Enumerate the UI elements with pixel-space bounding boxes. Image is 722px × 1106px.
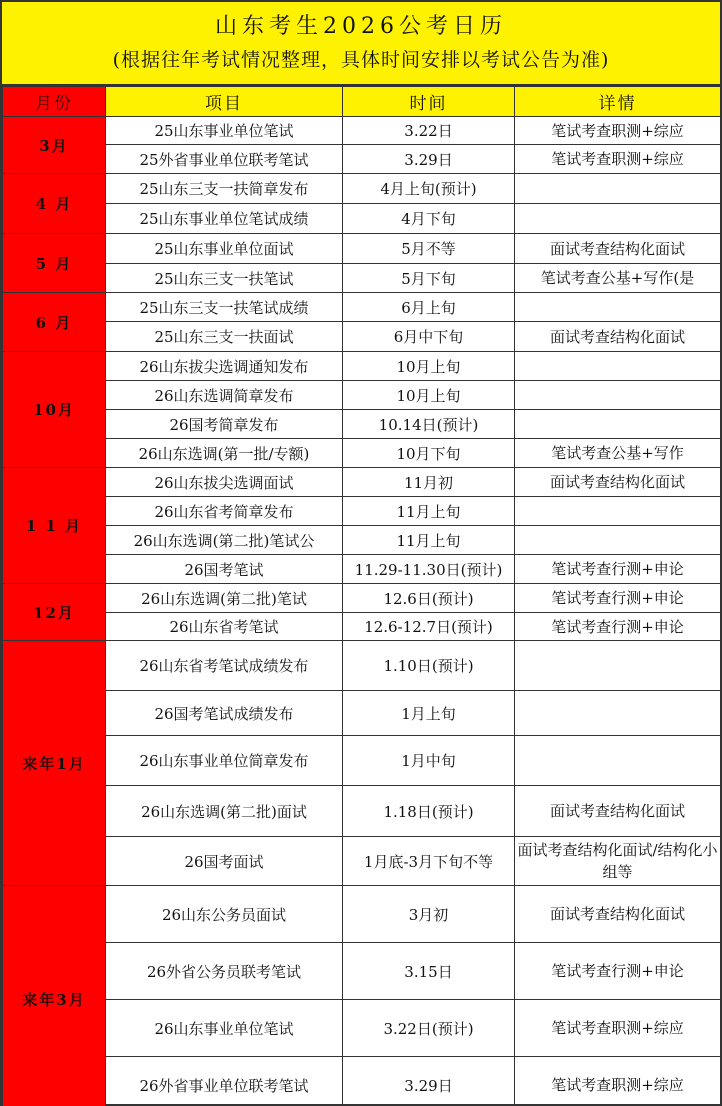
table-row <box>3 555 721 584</box>
time-cell: 11月上旬 <box>343 526 515 555</box>
table-row <box>3 613 721 641</box>
item-cell: 26山东事业单位笔试 <box>106 1000 343 1057</box>
item-cell: 26山东省考笔试成绩发布 <box>106 641 343 691</box>
table-row <box>3 293 721 322</box>
detail-cell: 笔试考查职测+综应 <box>515 145 721 174</box>
item-cell: 26山东选调(第二批)面试 <box>106 786 343 837</box>
item-cell: 26外省事业单位联考笔试 <box>106 1057 343 1106</box>
time-cell: 3.22日(预计) <box>343 1000 515 1057</box>
time-cell: 3.22日 <box>343 117 515 145</box>
item-cell: 26国考笔试 <box>106 555 343 584</box>
detail-cell: 笔试考查行测+申论 <box>515 555 721 584</box>
table-row <box>3 322 721 352</box>
table-row <box>3 584 721 613</box>
detail-cell: 笔试考查行测+申论 <box>515 943 721 1000</box>
table-row <box>3 886 721 943</box>
table-row <box>3 439 721 468</box>
time-cell: 4月上旬(预计) <box>343 174 515 204</box>
page-title: 山东考生2026公考日历 <box>215 14 507 39</box>
table-row <box>3 264 721 293</box>
detail-cell <box>515 381 721 410</box>
item-cell: 26外省公务员联考笔试 <box>106 943 343 1000</box>
time-cell: 3.29日 <box>343 145 515 174</box>
detail-cell <box>515 174 721 204</box>
item-cell: 26山东选调(第二批)笔试 <box>106 584 343 613</box>
time-cell: 6月上旬 <box>343 293 515 322</box>
time-cell: 10月上旬 <box>343 352 515 381</box>
item-cell: 26国考面试 <box>106 837 343 886</box>
item-cell: 26山东事业单位简章发布 <box>106 736 343 786</box>
time-cell: 1月中旬 <box>343 736 515 786</box>
detail-cell <box>515 691 721 736</box>
time-cell: 5月下旬 <box>343 264 515 293</box>
month-cell: 4 月 <box>3 174 106 234</box>
detail-cell: 面试考查结构化面试 <box>515 234 721 264</box>
month-cell: 来年3月 <box>3 886 106 1106</box>
item-cell: 26山东公务员面试 <box>106 886 343 943</box>
time-cell: 10月下旬 <box>343 439 515 468</box>
table-row <box>3 117 721 145</box>
table-row <box>3 691 721 736</box>
table-row <box>3 526 721 555</box>
month-cell: 来年1月 <box>3 641 106 886</box>
time-cell: 1.18日(预计) <box>343 786 515 837</box>
time-cell: 10月上旬 <box>343 381 515 410</box>
detail-cell: 笔试考查行测+申论 <box>515 584 721 613</box>
time-cell: 1月上旬 <box>343 691 515 736</box>
item-cell: 26山东选调简章发布 <box>106 381 343 410</box>
month-cell: 12月 <box>3 584 106 641</box>
table-header-row <box>3 87 721 117</box>
time-cell: 11.29-11.30日(预计) <box>343 555 515 584</box>
time-cell: 3.29日 <box>343 1057 515 1106</box>
item-cell: 26山东省考笔试 <box>106 613 343 641</box>
item-cell: 26山东拔尖选调通知发布 <box>106 352 343 381</box>
table-row <box>3 1057 721 1106</box>
column-header-month: 月份 <box>3 87 106 117</box>
time-cell: 1.10日(预计) <box>343 641 515 691</box>
item-cell: 26山东选调(第一批/专额) <box>106 439 343 468</box>
detail-cell <box>515 204 721 234</box>
month-cell: 3月 <box>3 117 106 174</box>
item-cell: 25山东三支一扶面试 <box>106 322 343 352</box>
table-row <box>3 736 721 786</box>
month-cell: 10月 <box>3 352 106 468</box>
detail-cell: 面试考查结构化面试 <box>515 886 721 943</box>
time-cell: 10.14日(预计) <box>343 410 515 439</box>
item-cell: 26国考简章发布 <box>106 410 343 439</box>
time-cell: 3月初 <box>343 886 515 943</box>
table-row <box>3 641 721 691</box>
item-cell: 26国考笔试成绩发布 <box>106 691 343 736</box>
detail-cell <box>515 641 721 691</box>
table-row <box>3 410 721 439</box>
detail-cell: 笔试考查公基+写作 <box>515 439 721 468</box>
time-cell: 5月不等 <box>343 234 515 264</box>
title-banner <box>2 2 720 86</box>
table-row <box>3 837 721 886</box>
table-row <box>3 234 721 264</box>
detail-cell: 笔试考查职测+综应 <box>515 117 721 145</box>
table-row <box>3 468 721 497</box>
detail-cell: 笔试考查行测+申论 <box>515 613 721 641</box>
detail-cell <box>515 352 721 381</box>
detail-cell: 笔试考查公基+写作(是 <box>515 264 721 293</box>
item-cell: 25山东事业单位面试 <box>106 234 343 264</box>
detail-cell <box>515 410 721 439</box>
time-cell: 1月底-3月下旬不等 <box>343 837 515 886</box>
item-cell: 26山东选调(第二批)笔试公 <box>106 526 343 555</box>
detail-cell: 面试考查结构化面试 <box>515 322 721 352</box>
table-row <box>3 1000 721 1057</box>
time-cell: 12.6日(预计) <box>343 584 515 613</box>
table-row <box>3 352 721 381</box>
column-header-detail: 详情 <box>515 87 721 117</box>
table-row <box>3 943 721 1000</box>
detail-cell <box>515 497 721 526</box>
table-row <box>3 786 721 837</box>
detail-cell: 笔试考查职测+综应 <box>515 1000 721 1057</box>
table-row <box>3 497 721 526</box>
table-row <box>3 204 721 234</box>
month-cell: 6 月 <box>3 293 106 352</box>
item-cell: 25山东事业单位笔试成绩 <box>106 204 343 234</box>
detail-cell: 面试考查结构化面试 <box>515 468 721 497</box>
page-subtitle: (根据往年考试情况整理，具体时间安排以考试公告为准) <box>112 49 610 71</box>
table-row <box>3 174 721 204</box>
column-header-time: 时间 <box>343 87 515 117</box>
item-cell: 25山东三支一扶笔试 <box>106 264 343 293</box>
detail-cell <box>515 293 721 322</box>
schedule-body <box>3 117 721 1106</box>
item-cell: 26山东省考简章发布 <box>106 497 343 526</box>
item-cell: 25山东事业单位笔试 <box>106 117 343 145</box>
column-header-item: 项目 <box>106 87 343 117</box>
detail-cell <box>515 526 721 555</box>
time-cell: 11月初 <box>343 468 515 497</box>
time-cell: 4月下旬 <box>343 204 515 234</box>
schedule-table <box>2 86 721 1106</box>
time-cell: 12.6-12.7日(预计) <box>343 613 515 641</box>
month-cell: 5 月 <box>3 234 106 293</box>
table-row <box>3 381 721 410</box>
detail-cell: 笔试考查职测+综应 <box>515 1057 721 1106</box>
detail-cell <box>515 736 721 786</box>
item-cell: 25外省事业单位联考笔试 <box>106 145 343 174</box>
time-cell: 3.15日 <box>343 943 515 1000</box>
detail-cell: 面试考查结构化面试 <box>515 786 721 837</box>
item-cell: 25山东三支一扶简章发布 <box>106 174 343 204</box>
table-row <box>3 145 721 174</box>
month-cell: 1 1 月 <box>3 468 106 584</box>
time-cell: 6月中下旬 <box>343 322 515 352</box>
detail-cell: 面试考查结构化面试/结构化小组等 <box>515 837 721 886</box>
time-cell: 11月上旬 <box>343 497 515 526</box>
item-cell: 26山东拔尖选调面试 <box>106 468 343 497</box>
item-cell: 25山东三支一扶笔试成绩 <box>106 293 343 322</box>
